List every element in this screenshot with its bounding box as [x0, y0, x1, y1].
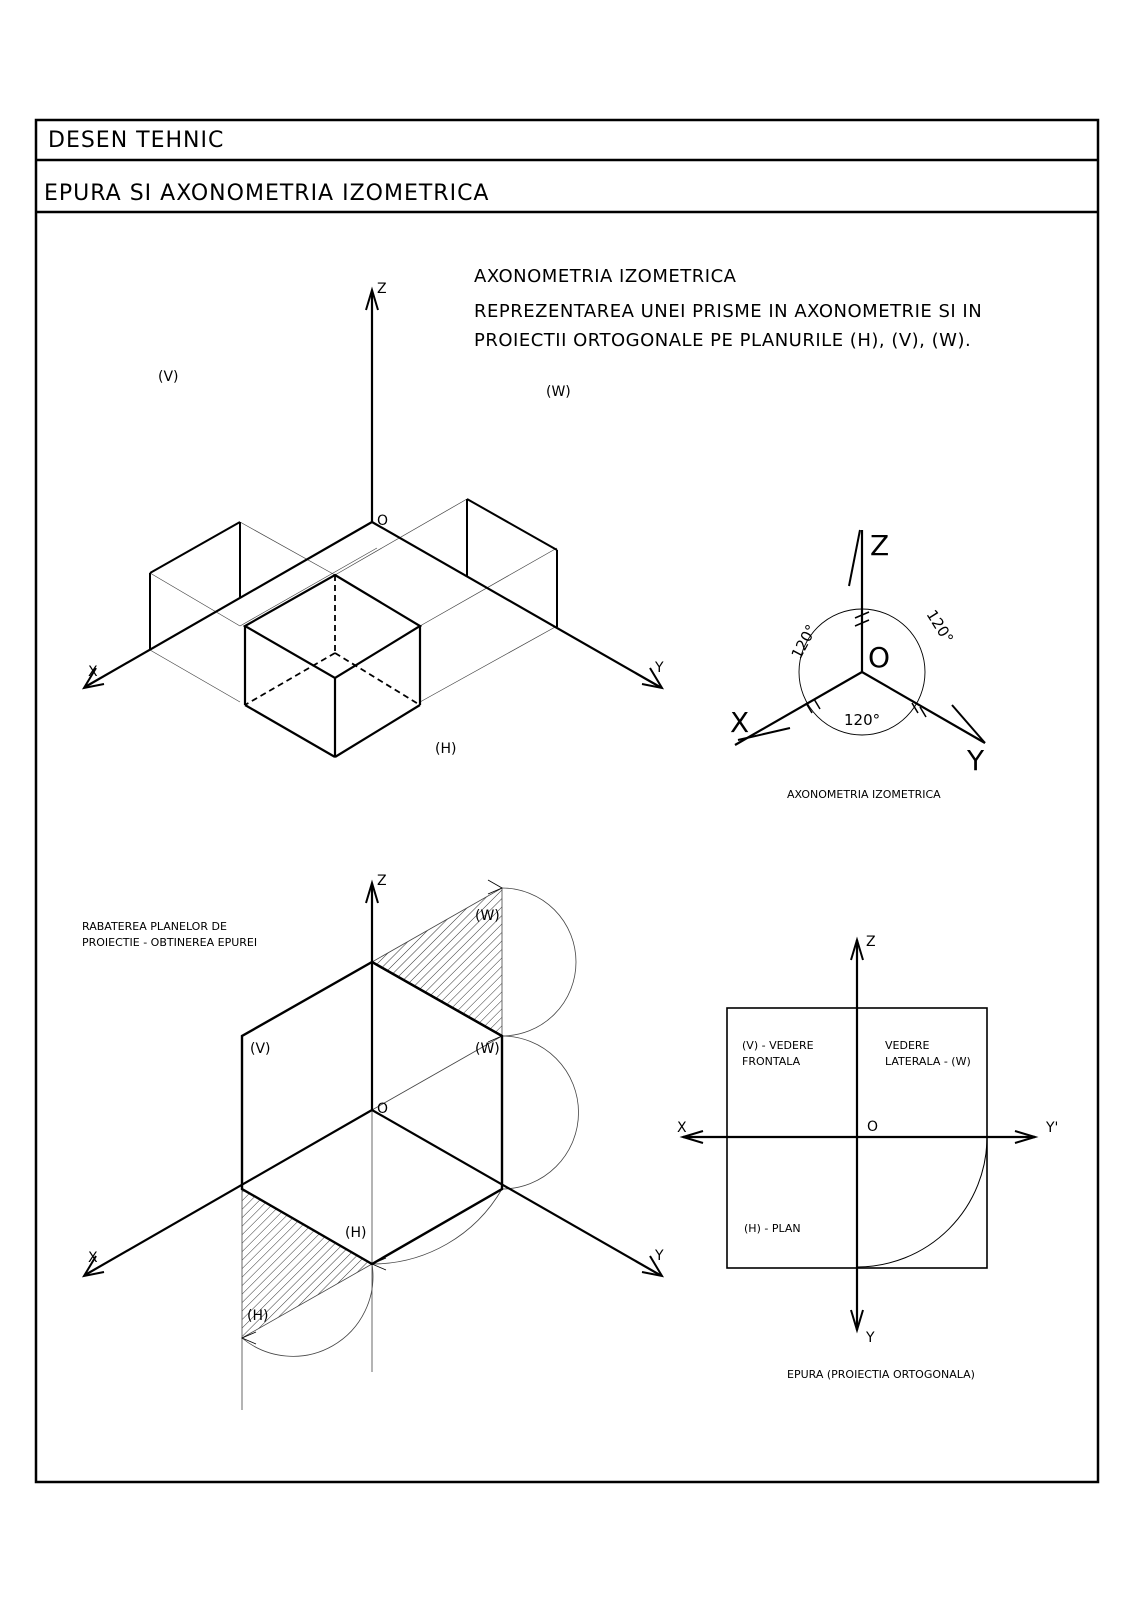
fig1-w-plane-projection — [467, 499, 557, 627]
fig4-axis-z-label: Z — [866, 934, 876, 950]
fig4-v-label-line-2: FRONTALA — [742, 1055, 801, 1068]
fig2-axis-z-label: Z — [870, 529, 890, 562]
fig1-axis-z-label: Z — [377, 281, 387, 297]
fig4-rotation-arc — [857, 1137, 987, 1267]
fig4-v-label-line-1: (V) - VEDERE — [742, 1039, 814, 1052]
fig4-arrowheads — [683, 940, 1035, 1330]
fig3-plane-w-top-label: (W) — [475, 908, 500, 924]
fig3-origin-label: O — [377, 1101, 389, 1117]
fig3-axis-y-label: Y — [655, 1248, 664, 1264]
fig4-h-label: (H) - PLAN — [744, 1222, 801, 1235]
fig3-plane-h-label: (H) — [345, 1225, 367, 1241]
fig2-angle-xy-label: 120° — [844, 711, 881, 729]
fig4-origin-label: O — [867, 1119, 879, 1135]
fig4-w-label-line-1: VEDERE — [885, 1039, 930, 1052]
intro-heading: AXONOMETRIA IZOMETRICA — [474, 266, 737, 287]
fig2-angle-xz-label: 120° — [787, 621, 821, 662]
intro-line-1: REPREZENTAREA UNEI PRISME IN AXONOMETRIE SI IN — [474, 301, 983, 322]
fig2-axis-x-label: X — [730, 706, 750, 739]
fig1-axis-x-label: X — [88, 664, 98, 680]
fig4-axes — [683, 940, 1035, 1330]
fig4-axis-x-label: X — [677, 1120, 687, 1136]
fig1-axes — [85, 292, 660, 687]
fig4-axis-y-right-label: Y' — [1046, 1120, 1059, 1136]
fig1-v-plane-projection — [150, 522, 240, 650]
fig2-arc-ticks — [806, 612, 926, 717]
fig1-origin-label: O — [377, 513, 389, 529]
fig1-axis-y-label: Y — [655, 660, 664, 676]
fig3-plane-v-label: (V) — [250, 1041, 271, 1057]
fig1-plane-v-label: (V) — [158, 369, 179, 385]
fig3-axis-x-label: X — [88, 1250, 98, 1266]
fig3-plane-rotation — [84, 880, 662, 1410]
fig3-axis-z-label: Z — [377, 873, 387, 889]
intro-line-2: PROIECTII ORTOGONALE PE PLANURILE (H), (V), (W). — [474, 330, 972, 351]
fig4-epura — [683, 940, 1035, 1330]
fig4-w-label-line-2: LATERALA - (W) — [885, 1055, 971, 1068]
fig1-plane-w-label: (W) — [546, 384, 571, 400]
header-title: EPURA SI AXONOMETRIA IZOMETRICA — [44, 181, 490, 206]
header-subject: DESEN TEHNIC — [48, 128, 225, 153]
sheet-frame — [36, 120, 1098, 1482]
fig2-axis-y-label: Y — [967, 744, 985, 777]
fig2-caption: AXONOMETRIA IZOMETRICA — [787, 788, 941, 801]
fig1-projection-lines — [150, 499, 557, 702]
fig4-caption: EPURA (PROIECTIA ORTOGONALA) — [787, 1368, 975, 1381]
fig1-prism-axonometry — [84, 290, 662, 757]
fig3-caption-line-1: RABATEREA PLANELOR DE — [82, 920, 227, 933]
fig3-plane-h-bottom-label: (H) — [247, 1308, 269, 1324]
fig3-plane-w-label: (W) — [475, 1041, 500, 1057]
fig1-prism-visible-edges — [245, 575, 420, 757]
fig2-angle-zy-label: 120° — [922, 606, 958, 647]
fig3-caption-line-2: PROIECTIE - OBTINEREA EPUREI — [82, 936, 258, 949]
fig2-origin-label: O — [868, 641, 891, 674]
fig1-plane-h-label: (H) — [435, 741, 457, 757]
fig4-axis-y-down-label: Y — [866, 1330, 875, 1346]
